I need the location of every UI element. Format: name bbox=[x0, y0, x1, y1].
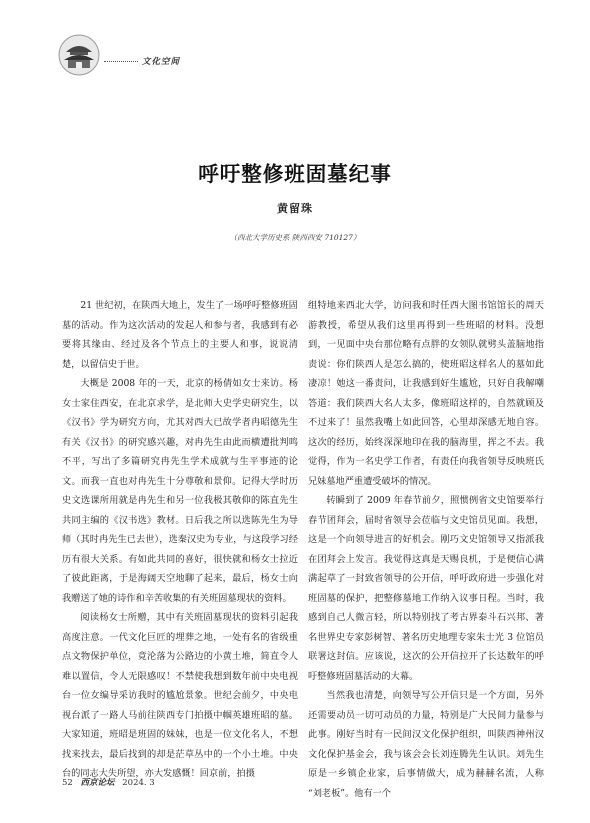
section-divider bbox=[104, 61, 138, 62]
body-column-right bbox=[308, 296, 544, 803]
body-column-left bbox=[62, 296, 298, 784]
pagoda-emblem-icon bbox=[58, 34, 100, 76]
paragraph: 21 世纪初，在陕西大地上，发生了一场呼吁整修班固墓的活动。作为这次活动的发起人和参与者，我感到有必要将其缘由、经过及各个节点上的主要人和事，说说清楚，以留信史于世。 bbox=[62, 300, 298, 370]
section-label: 文化空间 bbox=[142, 57, 181, 67]
issue-number: 2024. 3 bbox=[122, 778, 155, 788]
article-author: 黄留珠 bbox=[277, 202, 313, 215]
page-footer bbox=[62, 776, 160, 788]
paragraph: 阅读杨女士所赠，其中有关班固墓现状的资料引起我高度注意。一代文化巨匠的埋葬之地，一处有名的省级重点文物保护单位，竟沦落为公路边的小黄土堆，简直令人难以置信，令人无限感叹！不禁使我想到数年前中央电视台一位女编导采访我时的尴尬景象。世纪会前夕，中央电视台派了一路人马前往陕西专门拍摄中帼英雄班昭的墓。大家知道，班昭是班固的妹妹，也是一位文化名人，不想找来找去，最后找到的却是茫草丛中的一个小土堆。中央台的同志大失所望，亦大发感慨！回京前，拍摄 bbox=[62, 612, 298, 779]
paragraph: 大概是 2008 年的一天，北京的杨倩如女士来访。杨女士家住西安，在北京求学，是北师大史学史研究生，以《汉书》学为研究方向，尤其对西大已故学者冉昭德先生有关《汉书》的研究感兴趣，对冉先生由此而横遭批判鸣不平，写出了多篇研究冉先生学术成就与生平事迹的论文。而我一直也对冉先生十分尊敬和景仰。记得大学时历史文选课所用就是冉先生和另一位我极其敬仰的陈直先生共同主编的《汉书选》教材。日后我之所以选陈先生为导师（其时冉先生已去世），选秦汉史为专业，与这段学习经历有很大关系。有如此共同的喜好，很快就和杨女士拉近了彼此距离，于是海阔天空地聊了起来，最后，杨女士向我赠送了她的诗作和辛苦收集的有关班固墓现状的资料。 bbox=[62, 378, 298, 604]
journal-name: 西京论坛 bbox=[80, 778, 115, 788]
author-affiliation: （西北大学历史系 陕西西安 710127） bbox=[229, 233, 361, 242]
paragraph: 组特地来西北大学，访问我和时任西大图书馆馆长的周天游教授，希望从我们这里再得到一些班昭的材料。没想到，一见面中央台那位略有点胖的女领队就劈头盖脑地指责说：你们陕西人是怎么搞的，使班昭这样名人的墓如此凄凉！她这一番责问，让我感到好生尴尬，只好自我解嘲答道：我们陕西大名人太多，像班昭这样的，自然就顾及不过来了！虽然我嘴上如此回答，心里却深感无地自容。这次的经历，始终深深地印在我的脑海里，挥之不去。我觉得，作为一名史学工作者，有责任向我省领导反映班氏兄妹墓地严重遭受破坏的情况。 bbox=[308, 300, 544, 487]
article-title: 呼吁整修班固墓纪事 bbox=[198, 162, 392, 186]
paragraph: 当然我也清楚，向领导写公开信只是一个方面，另外还需要动员一切可动员的力量，特别是广大民间力量参与此事。刚好当时有一民间汉文化保护组织，叫陕西神州汉文化保护基金会，我与该会会长刘连腾先生认识。刘先生原是一乡镇企业家，后事情做大，成为赫赫名流，人称 “刘老板”。他有一个 bbox=[308, 690, 544, 799]
page-number: 52 bbox=[62, 778, 73, 788]
paragraph: 转瞬到了 2009 年春节前夕，照惯例省文史馆要举行春节团拜会，届时省领导会莅临与文史馆员见面。我想，这是一个向领导进言的好机会。刚巧文史馆领导又指派我在团拜会上发言。我觉得这真是天赐良机，于是便信心满满起草了一封致省领导的公开信，呼吁政府进一步强化对班固墓的保护，把整修墓地工作纳入议事日程。当时，我感到自己人微言轻，所以特别找了考古界泰斗石兴邦、著名世界史专家彭树智、著名历史地理专家朱士光 3 位馆员联署这封信。应该说，这次的公开信拉开了长达数年的呼吁整修班固墓活动的大幕。 bbox=[308, 495, 544, 682]
